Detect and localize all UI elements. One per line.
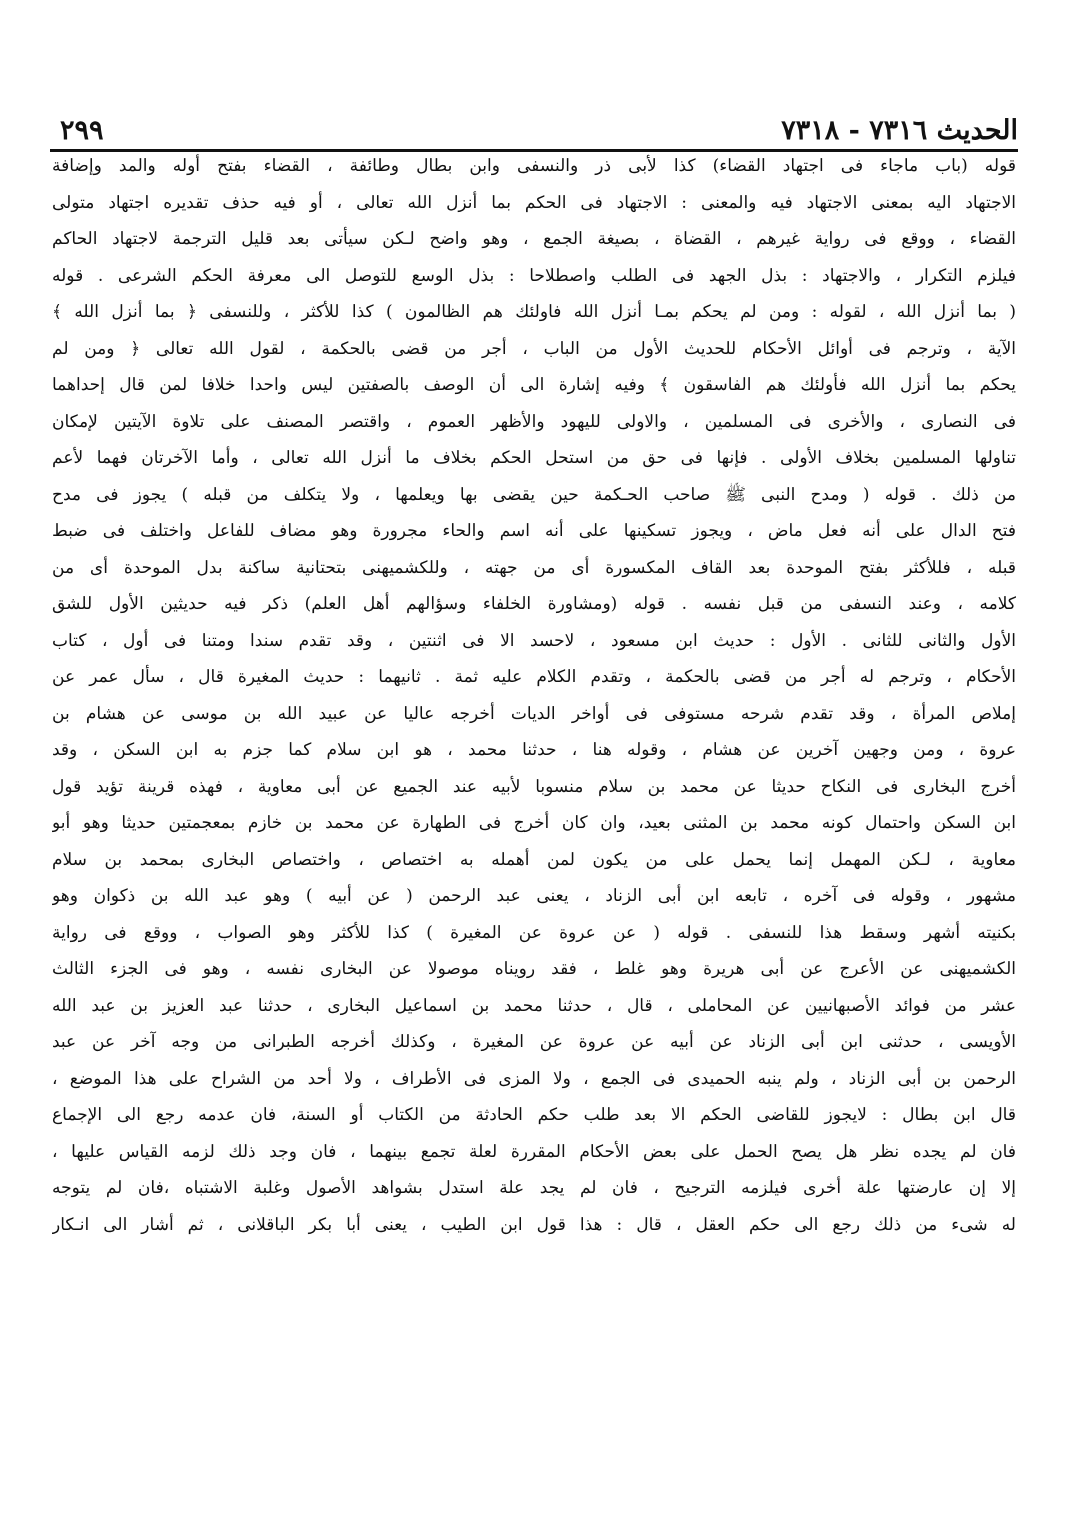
text-line: إلا إن عارضتها علة أخرى فيلزمه الترجيح ، فان لم يجد علة استدل بشواهد الأصول وغلبة الاشتباه ،فان لم يتوجه xyxy=(52,1178,1016,1198)
text-line: فان لم يجده نظر هل يصح الحمل على بعض الأحكام المقررة لعلة تجمع بينهما ، فان وجد ذلك لزمه القياس عليها ، xyxy=(52,1141,1016,1162)
text-body xyxy=(52,148,1016,1243)
text-line: عشر من فوائد الأصبهانيين عن المحاملى ، قال ، حدثنا محمد بن اسماعيل البخارى ، حدثنا عبد العزيز بن عبد الله xyxy=(52,995,1016,1016)
text-line: ( بما أنزل الله ، لقوله : ومن لم يحكم بمـا أنزل الله فاولئك هم الظالمون ) كذا للأكثر ، وللنسفى ﴿ بما أنزل الله ﴾ xyxy=(52,302,1016,322)
text-line: قبله ، فللأكثر بفتح الموحدة بعد القاف المكسورة أى من جهته ، وللكشميهنى بتحتانية ساكنة بدل الموحدة أى من xyxy=(52,557,1016,578)
text-line: الأويسى ، حدثنى ابن أبى الزناد عن أبيه عن عروة عن المغيرة ، وكذلك أخرجه الطبرانى من وجه آخر عن عبد xyxy=(52,1032,1016,1052)
page-number: ٢٩٩ xyxy=(60,115,104,146)
text-line: قوله (باب ماجاء فى اجتهاد القضاء) كذا لأبى ذر والنسفى وابن بطال وطائفة ، القضاء بفتح أوله والمد وإضافة xyxy=(52,156,1016,176)
text-line: مشهور ، وقوله فى آخره ، تابعه ابن أبى الزناد ، يعنى عبد الرحمن ( عن أبيه ) وهو عبد الله بن ذكوان وهو xyxy=(52,886,1016,906)
text-line: عروة ، ومن وجهين آخرين عن هشام ، وقوله هنا ، حدثنا محمد ، هو ابن سلام كما جزم به ابن السكن ، وقد xyxy=(52,740,1016,760)
text-line: كلامه ، وعند النسفى من قبل نفسه . قوله (ومشاورة الخلفاء وسؤالهم أهل العلم) ذكر فيه حديثين الأول للشق xyxy=(52,594,1016,614)
text-line: الأول والثانى للثانى . الأول : حديث ابن مسعود ، لاحسد الا فى اثنتين ، وقد تقدم سندا ومتنا فى أول ، كتاب xyxy=(52,630,1016,651)
text-line: معاوية ، لـكن المهمل إنما يحمل على من يكون لمن أهمله به اختصاص ، واختصاص البخارى بمحمد بن سلام xyxy=(52,849,1016,870)
text-line: الرحمن بن أبى الزناد ، ولم ينبه الحميدى فى الجمع ، ولا المزى فى الأطراف ، ولا أحد من الشراح على هذا الموضع ، xyxy=(52,1068,1016,1089)
text-line: تناولها المسلمين بخلاف الأولى . فإنها فى حق من استحل الحكم بخلاف ما أنزل الله تعالى ، وأما الآخرتان فهما لأعم xyxy=(52,448,1016,468)
text-line: فتح الدال على أنه فعل ماض ، ويجوز تسكينها على أنه اسم والحاء مجرورة وهو مضاف للفاعل واختلف فى ضبط xyxy=(52,521,1016,541)
text-line: أخرج البخارى فى النكاح حديثا عن محمد بن سلام منسوبا لأبيه عند الجميع عن أبى معاوية ، فهذه قرينة تؤيد قول xyxy=(52,776,1016,797)
text-line: بكنيته أشهر وسقط هذا للنسفى . قوله ( عن عروة عن المغيرة ) كذا للأكثر وهو الصواب ، ووقع فى رواية xyxy=(52,922,1016,943)
text-line: قال ابن بطال : لايجوز للقاضى الحكم الا بعد طلب حكم الحادثة من الكتاب أو السنة، فان عدمه رجع الى الإجماع xyxy=(52,1105,1016,1125)
page-header xyxy=(60,98,1018,146)
text-line: يحكم بما أنزل الله فأولئك هم الفاسقون ﴾ وفيه إشارة الى أن الوصف بالصفتين ليس واحدا خلافا لمن قال إحداهما xyxy=(52,375,1016,395)
text-line: ابن السكن واحتمال كونه محمد بن المثنى بعيد، وان كان أخرج فى الطهارة عن محمد بن خازم بمعجمتين حديثا وهو أبو xyxy=(52,813,1016,833)
text-line: الاجتهاد اليه بمعنى الاجتهاد فيه والمعنى : الاجتهاد فى الحكم بما أنزل الله تعالى ، أو فيه حذف تقديره اجتهاد متولى xyxy=(52,192,1016,213)
text-line: فيلزم التكرار ، والاجتهاد : بذل الجهد فى الطلب واصطلاحا : بذل الوسع للتوصل الى معرفة الحكم الشرعى . قوله xyxy=(52,265,1016,286)
text-line: من ذلك . قوله ( ومدح النبى ﷺ صاحب الحـكمة حين يقضى بها ويعلمها ، ولا يتكلف من قبله ) يجوز فى مدح xyxy=(52,484,1016,505)
text-line: الآية ، وترجم فى أوائل الأحكام للحديث الأول من الباب ، أجر من قضى بالحكمة ، لقول الله تعالى ﴿ ومن لم xyxy=(52,338,1016,359)
text-line: له شىء من ذلك رجع الى حكم العقل ، قال : هذا قول ابن الطيب ، يعنى أبا بكر الباقلانى ، ثم أشار الى انـكار xyxy=(52,1214,1016,1235)
text-line: الأحكام ، وترجم له أجر من قضى بالحكمة ، وتقدم الكلام عليه ثمة . ثانيهما : حديث المغيرة قال ، سأل عمر عن xyxy=(52,667,1016,687)
text-line: القضاء ، ووقع فى رواية غيرهم ، القضاة ، بصيغة الجمع ، وهو واضح لـكن سيأتى بعد قليل الترجمة لاجتهاد الحاكم xyxy=(52,229,1016,249)
running-title: الحديث ٧٣١٦ - ٧٣١٨ xyxy=(781,115,1018,146)
text-line: إملاص المرأة ، وقد تقدم شرحه مستوفى فى أواخر الديات أخرجه عاليا عن عبيد الله بن موسى عن هشام بن xyxy=(52,703,1016,724)
text-line: فى النصارى ، والأخرى فى المسلمين ، والاولى لليهود والأظهر العموم ، واقتصر المصنف على تلاوة الآيتين لإمكان xyxy=(52,411,1016,432)
text-line: الكشميهنى عن الأعرج عن أبى هريرة وهو غلط ، فقد رويناه موصولا عن البخارى نفسه ، وهو فى الجزء الثالث xyxy=(52,959,1016,979)
